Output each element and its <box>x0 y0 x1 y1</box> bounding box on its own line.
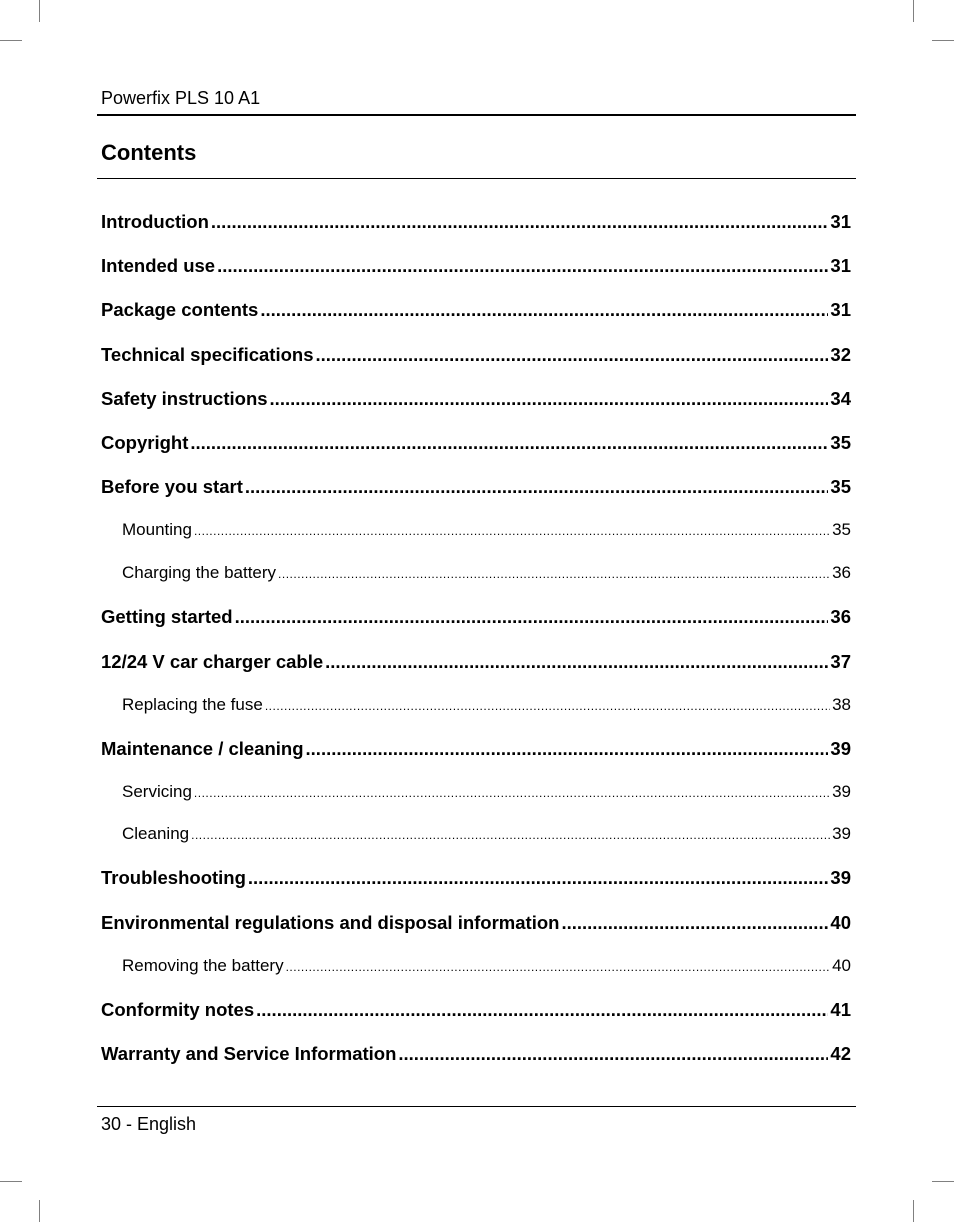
toc-entry[interactable] <box>122 956 851 976</box>
page-header <box>97 85 856 116</box>
title-divider <box>97 178 856 179</box>
toc-entry[interactable] <box>101 388 851 410</box>
toc-entry-title: Mounting <box>122 520 192 539</box>
toc-entry[interactable] <box>101 344 851 366</box>
dot-leader <box>194 786 830 800</box>
toc-entry-page-number: 31 <box>830 211 851 232</box>
dot-leader <box>194 524 830 538</box>
page-title: Contents <box>101 140 197 165</box>
toc-entry-title: Package contents <box>101 299 259 320</box>
toc-entry-title: Conformity notes <box>101 999 255 1020</box>
toc-entry[interactable] <box>101 651 851 673</box>
crop-mark-bottom-right <box>932 1181 954 1182</box>
toc-entry-page-number: 39 <box>832 824 851 843</box>
page-number-label: 30 - English <box>101 1114 197 1134</box>
crop-mark-top-right <box>932 40 954 41</box>
toc-entry[interactable] <box>101 299 851 321</box>
toc-entry-page-number: 39 <box>830 867 851 888</box>
toc-entry-title: Troubleshooting <box>101 867 246 888</box>
toc-entry[interactable] <box>101 867 851 889</box>
dot-leader <box>398 1043 828 1065</box>
toc-entry[interactable] <box>122 563 851 583</box>
toc-entry[interactable] <box>101 476 851 498</box>
page-footer <box>97 1106 856 1134</box>
toc-entry-page-number: 32 <box>830 344 851 365</box>
toc-entry-title: Safety instructions <box>101 388 268 409</box>
toc-entry-page-number: 36 <box>832 563 851 582</box>
dot-leader <box>265 699 830 713</box>
dot-leader <box>235 606 829 628</box>
dot-leader <box>190 432 828 454</box>
toc-entry-title: Before you start <box>101 476 243 497</box>
toc-entry-page-number: 35 <box>830 476 851 497</box>
dot-leader <box>260 299 828 321</box>
crop-mark-top-right <box>913 0 914 22</box>
toc-entry-title: Introduction <box>101 211 209 232</box>
toc-entry[interactable] <box>101 1043 851 1065</box>
toc-entry-page-number: 42 <box>830 1043 851 1064</box>
toc-entry-title: Environmental regulations and disposal information <box>101 912 560 933</box>
toc-entry[interactable] <box>122 824 851 844</box>
dot-leader <box>306 738 829 760</box>
dot-leader <box>245 476 829 498</box>
toc-entry-page-number: 36 <box>830 606 851 627</box>
toc-entry-page-number: 41 <box>830 999 851 1020</box>
toc-entry[interactable] <box>101 738 851 760</box>
toc-entry-page-number: 38 <box>832 695 851 714</box>
toc-entry-title: Technical specifications <box>101 344 314 365</box>
toc-entry[interactable] <box>122 695 851 715</box>
toc-entry-page-number: 31 <box>830 255 851 276</box>
toc-entry-title: Getting started <box>101 606 233 627</box>
toc-entry-page-number: 35 <box>830 432 851 453</box>
crop-mark-bottom-left <box>0 1181 22 1182</box>
toc-entry[interactable] <box>101 255 851 277</box>
dot-leader <box>270 388 829 410</box>
toc-entry-title: Maintenance / cleaning <box>101 738 304 759</box>
toc-entry-title: Replacing the fuse <box>122 695 263 714</box>
toc-entry-page-number: 35 <box>832 520 851 539</box>
toc-entry-page-number: 31 <box>830 299 851 320</box>
dot-leader <box>278 567 830 581</box>
toc-entry-title: Intended use <box>101 255 216 276</box>
toc-entry-title: Removing the battery <box>122 956 284 975</box>
toc-entry-page-number: 39 <box>832 782 851 801</box>
toc-entry-page-number: 39 <box>830 738 851 759</box>
dot-leader <box>248 867 829 889</box>
dot-leader <box>191 828 830 842</box>
toc-entry[interactable] <box>101 211 851 233</box>
toc-entry[interactable] <box>101 912 851 934</box>
toc-entry-page-number: 40 <box>830 912 851 933</box>
toc-entry-page-number: 40 <box>832 956 851 975</box>
toc-entry-title: Servicing <box>122 782 192 801</box>
toc-entry[interactable] <box>122 520 851 540</box>
toc-entry[interactable] <box>101 999 851 1021</box>
crop-mark-bottom-right <box>913 1200 914 1222</box>
toc-entry-title: 12/24 V car charger cable <box>101 651 324 672</box>
product-model: Powerfix PLS 10 A1 <box>101 88 261 108</box>
dot-leader <box>256 999 828 1021</box>
toc-entry-title: Cleaning <box>122 824 190 843</box>
toc-entry-page-number: 37 <box>830 651 851 672</box>
dot-leader <box>315 344 828 366</box>
dot-leader <box>217 255 828 277</box>
toc-entry-title: Warranty and Service Information <box>101 1043 397 1064</box>
toc-entry[interactable] <box>101 606 851 628</box>
dot-leader <box>286 960 830 974</box>
dot-leader <box>561 912 828 934</box>
toc-entry[interactable] <box>101 432 851 454</box>
toc-entry-page-number: 34 <box>830 388 851 409</box>
crop-mark-top-left <box>39 0 40 22</box>
toc-entry[interactable] <box>122 782 851 802</box>
crop-mark-bottom-left <box>39 1200 40 1222</box>
toc-entry-title: Copyright <box>101 432 189 453</box>
dot-leader <box>211 211 829 233</box>
crop-mark-top-left <box>0 40 22 41</box>
toc-entry-title: Charging the battery <box>122 563 277 582</box>
dot-leader <box>325 651 828 673</box>
